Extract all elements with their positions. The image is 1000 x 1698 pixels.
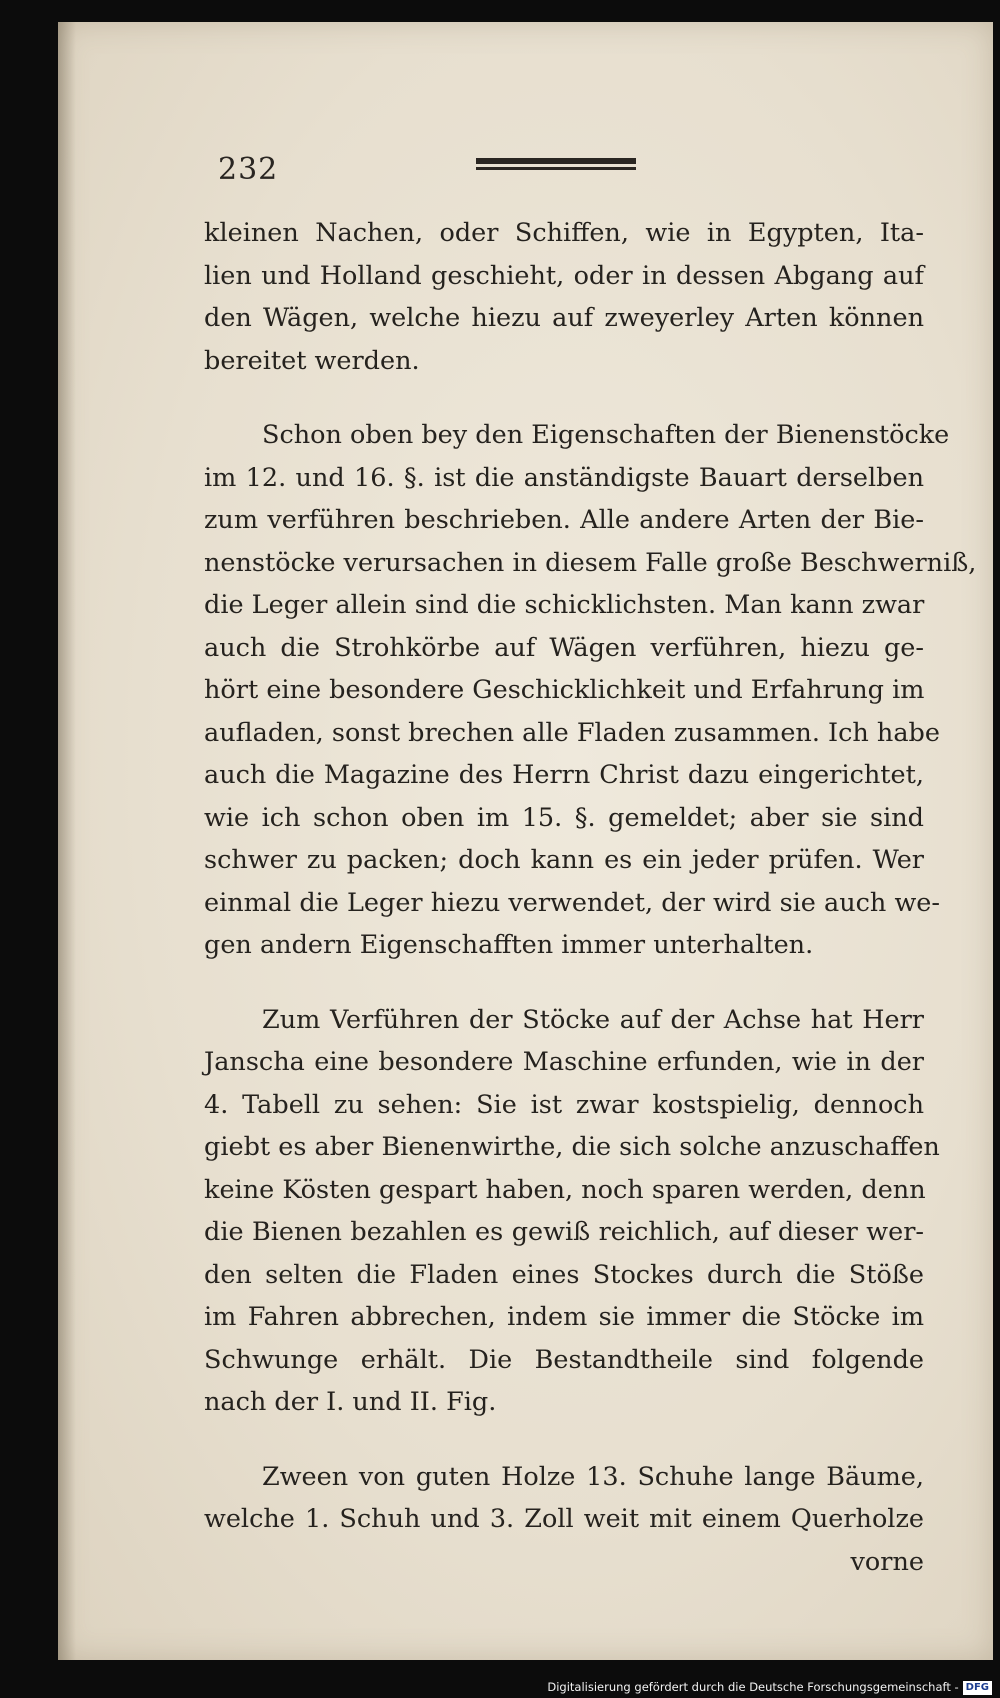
text-line: bereitet werden. [204, 345, 420, 376]
text-line: einmal die Leger hiezu verwendet, der wird sie auch we- [204, 887, 940, 918]
dfg-logo: DFG [963, 1681, 992, 1695]
text-line: hört eine besondere Geschicklichkeit und Erfahrung im [204, 675, 925, 705]
text-line: schwer zu packen; doch kann es ein jeder prüfen. Wer [204, 845, 924, 875]
text-line: aufladen, sonst brechen alle Fladen zusammen. Ich habe [204, 717, 940, 748]
text-line: im Fahren abbrechen, indem sie immer die Stöcke im [204, 1302, 924, 1332]
paragraph-gap [204, 967, 924, 999]
text-line: Zween von guten Holze 13. Schuhe lange Bäume, [262, 1461, 924, 1492]
text-line: auch die Strohkörbe auf Wägen verführen, hiezu ge- [204, 632, 924, 663]
paragraph-gap [204, 382, 924, 414]
text-line: nenstöcke verursachen in diesem Falle große Beschwerniß, [204, 547, 977, 578]
text-line: keine Kösten gespart haben, noch sparen werden, denn [204, 1174, 926, 1205]
text-line: Schon oben bey den Eigenschaften der Bienenstöcke [262, 420, 950, 450]
text-line: Janscha eine besondere Maschine erfunden, wie in der [204, 1047, 924, 1077]
text-line: die Leger allein sind die schicklichsten. Man kann zwar [204, 590, 925, 620]
text-line: giebt es aber Bienenwirthe, die sich solche anzuschaffen [204, 1132, 940, 1162]
text-line: lien und Holland geschieht, oder in dessen Abgang auf [204, 260, 924, 291]
text-line: wie ich schon oben im 15. §. gemeldet; aber sie sind [204, 802, 924, 833]
header-rule-thick [476, 158, 636, 164]
text-line: die Bienen bezahlen es gewiß reichlich, auf dieser wer- [204, 1217, 924, 1247]
header-rule [476, 158, 636, 172]
text-line: gen andern Eigenschafften immer unterhalten. [204, 930, 814, 960]
text-line: zum verführen beschrieben. Alle andere Arten der Bie- [204, 505, 924, 535]
paragraph-gap [204, 1424, 924, 1456]
header-rule-thin [476, 167, 636, 170]
text-line: im 12. und 16. §. ist die anständigste Bauart derselben [204, 462, 924, 493]
text-line: kleinen Nachen, oder Schiffen, wie in Egypten, Ita- [204, 218, 924, 248]
text-line: vorne [850, 1546, 924, 1577]
text-line: den selten die Fladen eines Stockes durch die Stöße [204, 1259, 924, 1290]
text-line: Zum Verführen der Stöcke auf der Achse hat Herr [262, 1004, 924, 1035]
text-line: 4. Tabell zu sehen: Sie ist zwar kostspielig, dennoch [204, 1089, 924, 1120]
footer-text: Digitalisierung gefördert durch die Deutsche Forschungsgemeinschaft - [547, 1680, 959, 1694]
text-line: den Wägen, welche hiezu auf zweyerley Arten können [204, 303, 924, 333]
page-gutter-shadow [58, 22, 76, 1660]
text-line: auch die Magazine des Herrn Christ dazu eingerichtet, [204, 760, 924, 790]
footer-attribution [0, 1678, 1000, 1696]
text-line: nach der I. und II. Fig. [204, 1387, 497, 1417]
body-text [204, 212, 977, 1583]
text-line: welche 1. Schuh und 3. Zoll weit mit einem Querholze [204, 1504, 924, 1534]
text-line: Schwunge erhält. Die Bestandtheile sind folgende [204, 1344, 924, 1375]
page-number: 232 [218, 152, 279, 187]
